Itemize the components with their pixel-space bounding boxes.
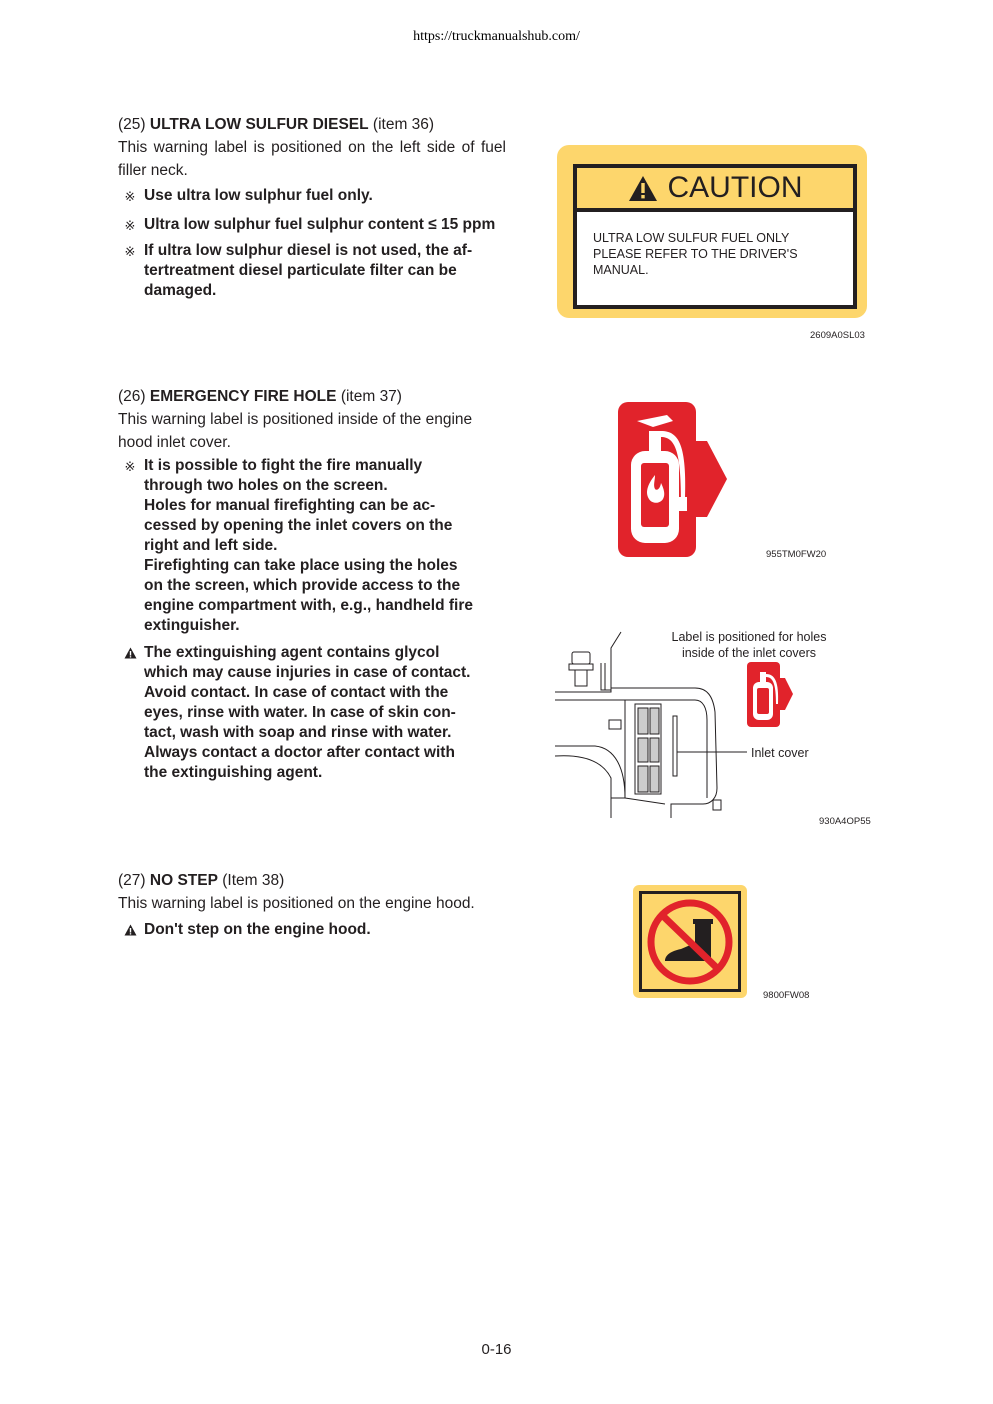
section-emergency-fire-hole [118,386,506,783]
warning-item [118,643,506,783]
warning-triangle-icon [124,924,137,936]
page-number: 0-16 [481,1341,512,1358]
section-description: This warning label is positioned inside of the engine hood inlet cover. [118,411,473,451]
section-title: ULTRA LOW SULFUR DIESEL [149,116,369,133]
source-url: https://truckmanualshub.com/ [413,29,580,44]
section-description: This warning label is positioned on the left side of fuel filler neck. [118,139,506,179]
note-text: Use ultra low sulphur fuel only. [144,187,373,204]
warning-triangle-icon [124,647,137,659]
warning-line: the extinguishing agent. [144,764,323,781]
reference-mark-icon: ※ [124,218,136,233]
caution-line: ULTRA LOW SULFUR FUEL ONLY [593,231,790,245]
inlet-cover-label: Inlet cover [751,746,809,760]
caution-title: CAUTION [667,171,803,204]
warning-line: Always contact a doctor after contact with [144,744,455,761]
section-heading [118,386,506,408]
warning-triangle-icon [628,175,658,202]
no-step-label [633,885,747,998]
note-item [118,215,506,235]
no-step-icon [647,899,733,985]
note-line: inside of the inlet covers [681,646,817,660]
note-line: on the screen, which provide access to the [144,577,461,594]
note-text: If ultra low sulphur diesel is not used, the af-tertreatment diesel particulate filter can be damaged. [144,242,473,299]
warning-line: tact, wash with soap and rinse with water. [144,724,452,741]
section-heading [118,870,506,892]
note-item [118,186,506,206]
note-item [118,241,506,301]
label-position-note [660,629,838,661]
note-line: right and left side. [144,537,278,554]
note-line: extinguisher. [144,617,240,634]
caution-label-frame [573,164,857,309]
note-line: cessed by opening the inlet covers on the [144,517,453,534]
section-title: EMERGENCY FIRE HOLE [149,388,337,405]
caution-label [557,145,867,318]
warning-line: eyes, rinse with water. In case of skin con- [144,704,456,721]
section-heading [118,114,506,136]
caution-text [577,212,853,278]
figure-caption: 930A4OP55 [819,816,871,827]
note-line: Holes for manual firefighting can be ac- [144,497,436,514]
note-line: Label is positioned for holes [671,630,827,644]
figure-caption: 9800FW08 [763,990,810,1001]
item-reference: (item 37) [340,388,402,405]
section-description: This warning label is positioned on the engine hood. [118,895,475,912]
section-number: (25) [118,116,146,133]
section-number: (27) [118,872,146,889]
reference-mark-icon: ※ [124,189,136,204]
warning-line: Avoid contact. In case of contact with the [144,684,449,701]
note-text: Ultra low sulphur fuel sulphur content ≤ 15 ppm [144,216,496,233]
item-reference: (item 36) [372,116,435,133]
caution-line: MANUAL. [593,263,649,277]
figure-caption: 955TM0FW20 [766,549,827,560]
section-no-step [118,870,506,940]
caution-header [577,168,853,212]
figure-caption: 2609A0SL03 [810,330,865,341]
note-line: through two holes on the screen. [144,477,388,494]
section-ultra-low-sulfur-diesel [118,114,506,301]
warning-item [118,920,506,940]
note-item [118,456,506,636]
reference-mark-icon: ※ [124,244,136,259]
section-number: (26) [118,388,146,405]
note-line: engine compartment with, e.g., handheld fire [144,597,473,614]
section-title: NO STEP [149,872,218,889]
fire-extinguisher-label [617,401,729,559]
caution-line: PLEASE REFER TO THE DRIVER'S [593,247,798,261]
warning-line: The extinguishing agent contains glycol [144,644,440,661]
warning-line: which may cause injuries in case of contact. [144,664,471,681]
reference-mark-icon: ※ [124,459,136,474]
note-line: Firefighting can take place using the holes [144,557,458,574]
item-reference: (Item 38) [222,872,285,889]
warning-text: Don't step on the engine hood. [144,920,371,938]
note-line: It is possible to fight the fire manually [144,457,423,474]
